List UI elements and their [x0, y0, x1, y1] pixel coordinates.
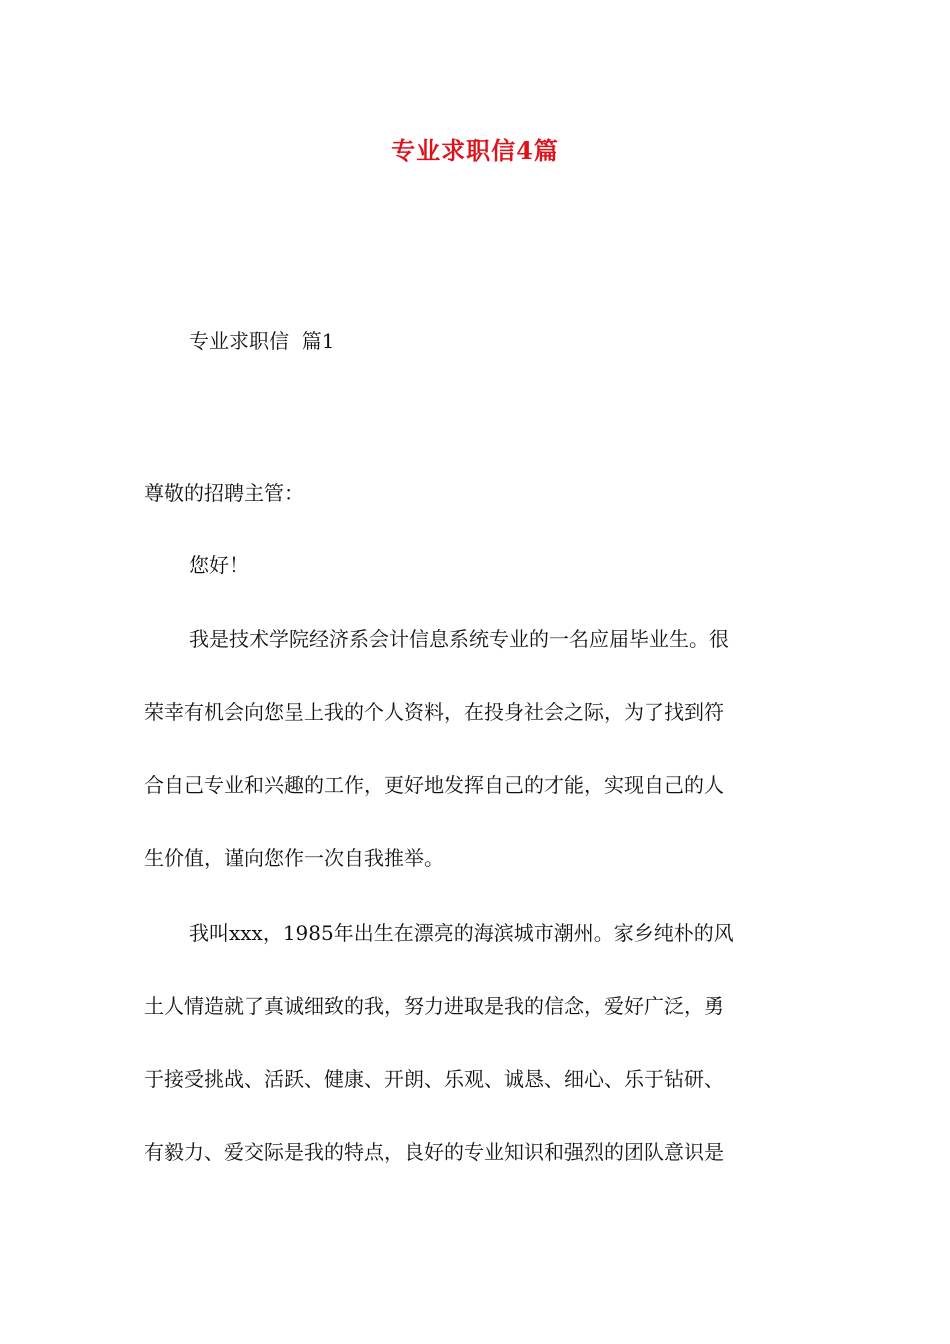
- paragraph-line: 有毅力、爱交际是我的特点，良好的专业知识和强烈的团队意识是: [144, 1140, 724, 1164]
- paragraph-line: 我叫xxx，1985年出生在漂亮的海滨城市潮州。家乡纯朴的风: [189, 921, 734, 945]
- paragraph-line: 生价值，谨向您作一次自我推举。: [144, 846, 444, 870]
- greeting: 您好！: [189, 553, 249, 577]
- salutation: 尊敬的招聘主管：: [144, 481, 304, 505]
- paragraph-intro: [144, 624, 808, 916]
- paragraph-self-description: [144, 918, 808, 1210]
- paragraph-line: 我是技术学院经济系会计信息系统专业的一名应届毕业生。很: [189, 627, 729, 651]
- paragraph-line: 土人情造就了真诚细致的我，努力进取是我的信念，爱好广泛，勇: [144, 994, 724, 1018]
- paragraph-line: 合自己专业和兴趣的工作，更好地发挥自己的才能，实现自己的人: [144, 773, 724, 797]
- document-title: 专业求职信4篇: [391, 136, 559, 165]
- section-heading: 专业求职信 篇1: [189, 329, 335, 353]
- paragraph-line: 荣幸有机会向您呈上我的个人资料，在投身社会之际，为了找到符: [144, 700, 724, 724]
- paragraph-line: 于接受挑战、活跃、健康、开朗、乐观、诚恳、细心、乐于钻研、: [144, 1067, 724, 1091]
